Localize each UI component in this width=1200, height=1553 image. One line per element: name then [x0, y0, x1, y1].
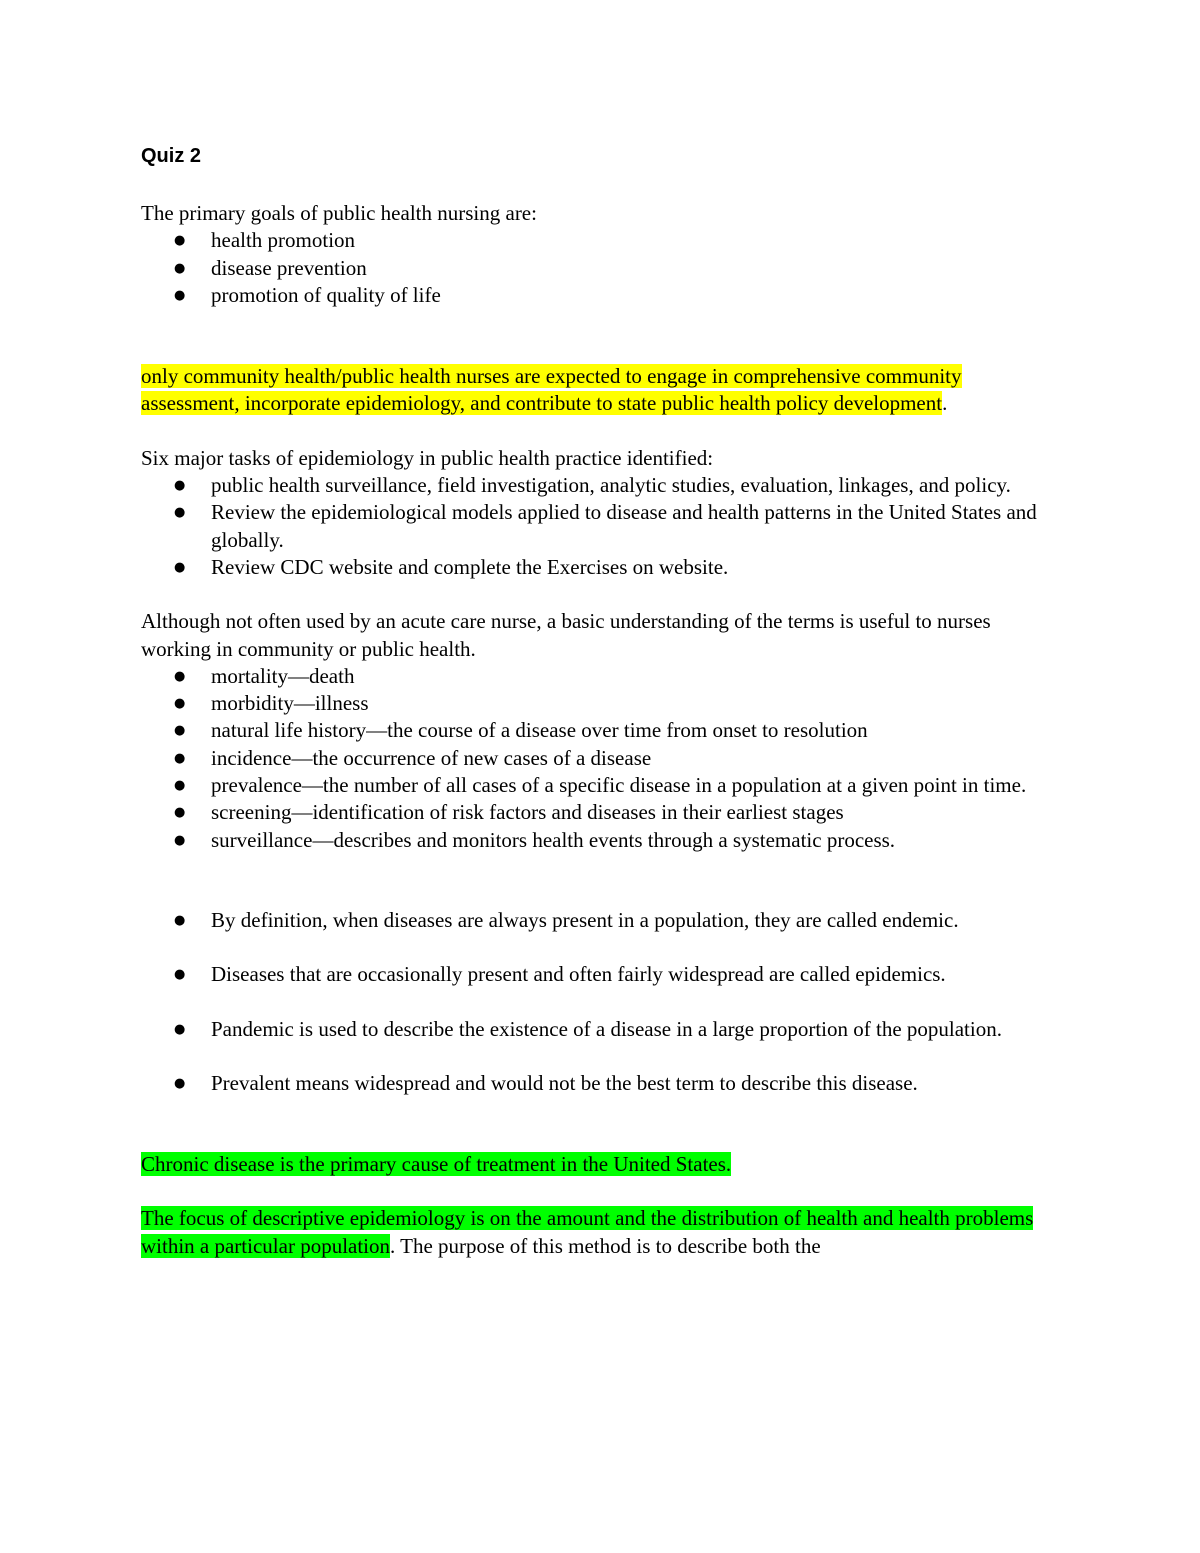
- descriptive-epidemiology-paragraph: [141, 1205, 1061, 1260]
- spacer: [141, 418, 1061, 445]
- task-text: Review the epidemiological models applied to disease and health patterns in the United States and globally.: [211, 500, 1037, 552]
- list-item: [141, 799, 1061, 826]
- goal-text: promotion of quality of life: [211, 282, 441, 307]
- term-text: surveillance—describes and monitors health events through a systematic process.: [211, 827, 896, 852]
- bullet-icon: ●: [174, 832, 186, 848]
- tasks-list: [141, 472, 1061, 581]
- document-body: [141, 141, 1061, 1260]
- definition-text: Prevalent means widespread and would not be the best term to describe this disease.: [211, 1070, 918, 1095]
- bullet-icon: ●: [174, 696, 186, 712]
- definition-text: By definition, when diseases are always present in a population, they are called endemic.: [211, 907, 959, 932]
- bullet-icon: ●: [174, 778, 186, 794]
- list-item: [141, 690, 1061, 717]
- spacer: [141, 1178, 1061, 1205]
- list-item: [141, 1016, 1061, 1043]
- list-item: [141, 907, 1061, 934]
- bullet-icon: ●: [174, 912, 186, 928]
- goals-intro: The primary goals of public health nursing are:: [141, 201, 537, 225]
- task-text: Review CDC website and complete the Exercises on website.: [211, 554, 729, 579]
- highlighted-paragraph-yellow: [141, 363, 1061, 418]
- term-text: natural life history—the course of a disease over time from onset to resolution: [211, 718, 868, 743]
- bullet-icon: ●: [174, 723, 186, 739]
- list-item: [141, 961, 1061, 988]
- list-item: [141, 255, 1061, 282]
- list-item: [141, 227, 1061, 254]
- definition-text: Pandemic is used to describe the existence of a disease in a large proportion of the population.: [211, 1016, 1002, 1041]
- bullet-icon: ●: [174, 1075, 186, 1091]
- list-item: [141, 499, 1061, 554]
- highlighted-paragraph-green: [141, 1151, 1061, 1178]
- bullet-icon: ●: [174, 505, 186, 521]
- list-item: [141, 745, 1061, 772]
- spacer: [141, 1097, 1061, 1151]
- terms-list: [141, 663, 1061, 854]
- bullet-icon: ●: [174, 260, 186, 276]
- page-title: Quiz 2: [141, 145, 202, 167]
- list-item: [141, 282, 1061, 309]
- spacer: [141, 581, 1061, 608]
- bullet-icon: ●: [174, 750, 186, 766]
- term-text: prevalence—the number of all cases of a specific disease in a population at a given point in time.: [211, 773, 1027, 798]
- bullet-icon: ●: [174, 287, 186, 303]
- term-text: morbidity—illness: [211, 691, 369, 716]
- task-text: public health surveillance, field investigation, analytic studies, evaluation, linkages, and policy.: [211, 473, 1011, 498]
- yellow-highlight-end: .: [942, 391, 948, 416]
- definition-text: Diseases that are occasionally present and often fairly widespread are called epidemics.: [211, 962, 946, 987]
- tasks-intro: Six major tasks of epidemiology in public health practice identified:: [141, 445, 714, 470]
- bullet-icon: ●: [174, 478, 186, 494]
- terms-intro: Although not often used by an acute care nurse, a basic understanding of the terms is useful to nurses working in community or public health.: [141, 609, 991, 661]
- bullet-icon: ●: [174, 668, 186, 684]
- bullet-icon: ●: [174, 805, 186, 821]
- list-item: [141, 827, 1061, 854]
- list-item: [141, 663, 1061, 690]
- list-item: [141, 772, 1061, 799]
- yellow-highlight-text: only community health/public health nurses are expected to engage in comprehensive community assessment, incorporate epidemiology, and contribute to state public health policy development: [141, 364, 962, 416]
- list-item: [141, 1070, 1061, 1097]
- bullet-icon: ●: [174, 1021, 186, 1037]
- goal-text: disease prevention: [211, 255, 367, 280]
- term-text: incidence—the occurrence of new cases of a disease: [211, 745, 652, 770]
- goal-text: health promotion: [211, 228, 356, 253]
- spacer: [141, 854, 1061, 907]
- spacer: [141, 309, 1061, 363]
- list-item: [141, 554, 1061, 581]
- list-item: [141, 717, 1061, 744]
- paragraph-continuation: . The purpose of this method is to describe both the: [390, 1233, 821, 1258]
- term-text: mortality—death: [211, 663, 355, 688]
- definitions-list: [141, 907, 1061, 1097]
- term-text: screening—identification of risk factors and diseases in their earliest stages: [211, 800, 844, 825]
- bullet-icon: ●: [174, 559, 186, 575]
- green-highlight-text: Chronic disease is the primary cause of treatment in the United States.: [141, 1152, 732, 1177]
- goals-list: [141, 227, 1061, 309]
- bullet-icon: ●: [174, 967, 186, 983]
- list-item: [141, 472, 1061, 499]
- green-highlight-text: The focus of descriptive epidemiology is on the amount and the distribution of health and health problems within a particular population: [141, 1206, 1034, 1258]
- bullet-icon: ●: [174, 233, 186, 249]
